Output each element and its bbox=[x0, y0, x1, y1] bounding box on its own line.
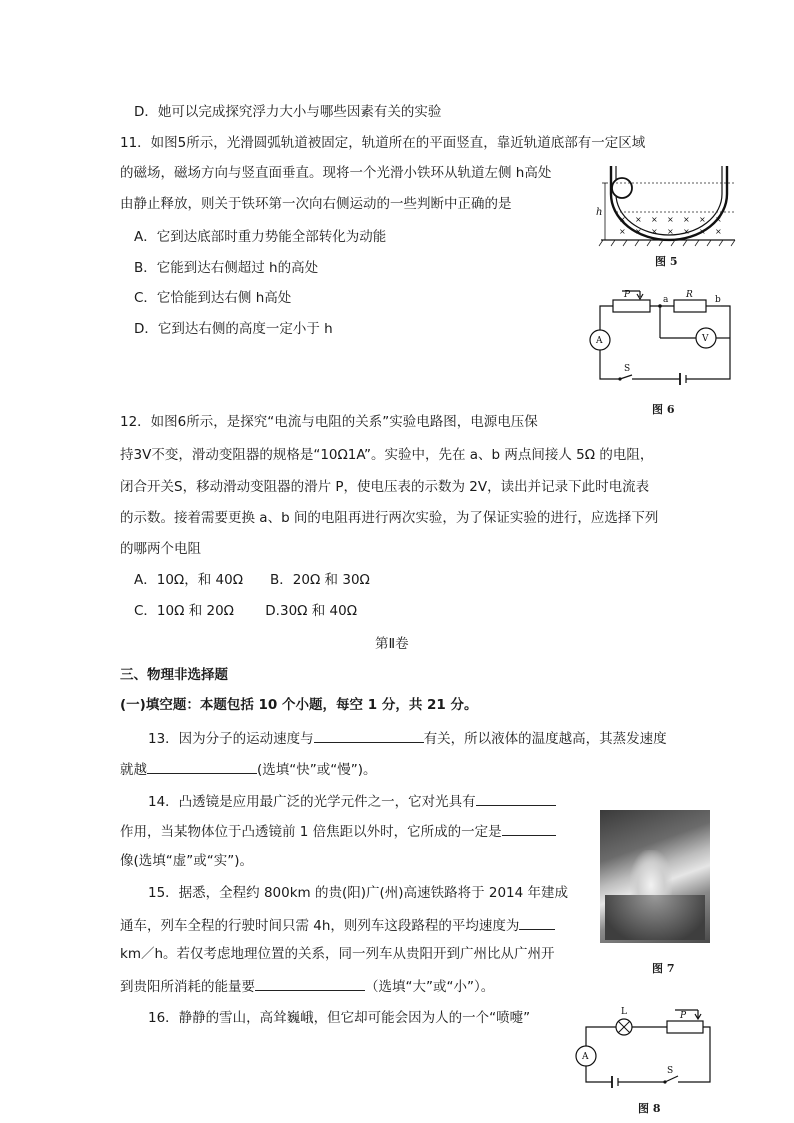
q11-stem-line2: 的磁场，磁场方向与竖直面垂直。现将一个光滑小铁环从轨道左侧 h高处 bbox=[120, 165, 552, 181]
q15-text-b: 到贵阳所消耗的能量要 bbox=[120, 979, 255, 995]
q13-text-d: (选填“快”或“慢”)。 bbox=[257, 762, 377, 778]
svg-text:×: × bbox=[715, 215, 722, 224]
q13-text-c: 就越 bbox=[120, 762, 147, 778]
fill-in-instructions: (一)填空题：本题包括 10 个小题，每空 1 分，共 21 分。 bbox=[120, 697, 478, 713]
q15-line3: km／h。若仅考虑地理位置的关系，同一列车从贵阳开到广州比从广州开 bbox=[120, 946, 555, 962]
q12-stem-line2: 持3V不变，滑动变阻器的规格是“10Ω1A”。实验中，先在 a、b 两点间接人 5Ω 的电阻， bbox=[120, 447, 654, 463]
fig6-voltmeter-label: V bbox=[702, 334, 709, 344]
figure-8-circuit-diagram bbox=[570, 1000, 720, 1092]
fig6-p-label: P bbox=[624, 290, 631, 300]
svg-text:×: × bbox=[683, 215, 690, 224]
q15-blank2[interactable] bbox=[255, 975, 365, 991]
svg-text:×: × bbox=[683, 227, 690, 236]
q12-stem-line3: 闭合开关S，移动滑动变阻器的滑片 P，使电压表的示数为 2V，读出并记录下此时电流表 bbox=[120, 479, 650, 495]
q12-options-cd: C．10Ω 和 20Ω D.30Ω 和 40Ω bbox=[134, 603, 358, 619]
fig6-switch-label: S bbox=[624, 364, 631, 374]
q16-line1: 16．静静的雪山，高耸巍峨，但它却可能会因为人的一个“喷嚏” bbox=[148, 1010, 531, 1026]
svg-text:×: × bbox=[651, 227, 658, 236]
figure-5-track-diagram bbox=[595, 160, 745, 250]
svg-text:×: × bbox=[635, 227, 642, 236]
q13-text-a: 13．因为分子的运动速度与 bbox=[148, 731, 314, 747]
q15-line2 bbox=[120, 914, 555, 936]
svg-text:×: × bbox=[651, 215, 658, 224]
q15-text-c: （选填“大”或“小”）。 bbox=[365, 979, 495, 995]
q14-text-a: 14．凸透镜是应用最广泛的光学元件之一，它对光具有 bbox=[148, 794, 476, 810]
fig8-ammeter-label: A bbox=[582, 1052, 589, 1062]
figure-6-caption: 图 6 bbox=[652, 403, 675, 416]
q15-line4 bbox=[120, 975, 494, 997]
fig8-switch-label: S bbox=[667, 1066, 674, 1076]
q13-line2 bbox=[120, 758, 377, 780]
q11-stem-line3: 由静止释放，则关于铁环第一次向右侧运动的一些判断中正确的是 bbox=[120, 196, 512, 212]
q12-stem-line1: 12．如图6所示，是探究“电流与电阻的关系”实验电路图，电源电压保 bbox=[120, 414, 538, 430]
fig6-r-label: R bbox=[686, 290, 693, 300]
q13-line1 bbox=[148, 727, 667, 749]
svg-text:×: × bbox=[699, 227, 706, 236]
figure-7-caption: 图 7 bbox=[652, 962, 675, 975]
svg-text:×: × bbox=[715, 227, 722, 236]
q12-stem-line5: 的哪两个电阻 bbox=[120, 541, 201, 557]
q14-blank2[interactable] bbox=[502, 820, 556, 836]
q10-option-d: D．她可以完成探究浮力大小与哪些因素有关的实验 bbox=[134, 104, 442, 120]
fig6-a-label: a bbox=[663, 295, 669, 305]
q15-blank1[interactable] bbox=[519, 914, 555, 930]
svg-text:×: × bbox=[635, 215, 642, 224]
svg-text:×: × bbox=[619, 215, 626, 224]
figure-8-caption: 图 8 bbox=[638, 1102, 661, 1115]
iron-ring-icon bbox=[612, 178, 632, 198]
svg-text:×: × bbox=[667, 215, 674, 224]
svg-text:×: × bbox=[699, 215, 706, 224]
q15-text-a: 通车，列车全程的行驶时间只需 4h，则列车这段路程的平均速度为 bbox=[120, 918, 520, 934]
figure-7-avalanche-photo bbox=[600, 810, 710, 943]
q11-option-a: A．它到达底部时重力势能全部转化为动能 bbox=[134, 229, 387, 245]
q11-option-d: D．它到达右侧的高度一定小于 h bbox=[134, 321, 333, 337]
q12-stem-line4: 的示数。接着需要更换 a、b 间的电阻再进行两次实验，为了保证实验的进行，应选择下列 bbox=[120, 510, 659, 526]
fig5-h-label: h bbox=[596, 207, 603, 218]
q13-blank2[interactable] bbox=[147, 758, 257, 774]
fig6-ammeter-label: A bbox=[596, 336, 603, 346]
fig6-b-label: b bbox=[715, 295, 721, 305]
fig8-p-label: P bbox=[680, 1011, 687, 1021]
q13-text-b: 有关，所以液体的温度越高，其蒸发速度 bbox=[423, 731, 667, 747]
figure-6-circuit-diagram bbox=[580, 283, 742, 388]
svg-text:×: × bbox=[619, 227, 626, 236]
q14-line1 bbox=[148, 790, 556, 812]
section-heading-physics: 三、物理非选择题 bbox=[120, 667, 228, 683]
q15-line1: 15．据悉，全程约 800km 的贵(阳)广(州)高速铁路将于 2014 年建成 bbox=[148, 885, 569, 901]
q12-options-ab: A．10Ω，和 40Ω B．20Ω 和 30Ω bbox=[134, 572, 370, 588]
figure-5-caption: 图 5 bbox=[655, 255, 678, 268]
q14-blank1[interactable] bbox=[476, 790, 556, 806]
q14-line3: 像(选填“虚”或“实”)。 bbox=[120, 853, 254, 869]
q14-line2 bbox=[120, 820, 556, 842]
q14-text-b: 作用，当某物体位于凸透镜前 1 倍焦距以外时，它所成的一定是 bbox=[120, 824, 502, 840]
q13-blank1[interactable] bbox=[314, 727, 424, 743]
svg-text:×: × bbox=[667, 227, 674, 236]
section-title-juan2: 第Ⅱ卷 bbox=[375, 636, 409, 652]
q11-option-b: B．它能到达右侧超过 h的高处 bbox=[134, 260, 319, 276]
fig8-l-label: L bbox=[621, 1007, 627, 1017]
q11-option-c: C．它恰能到达右侧 h高处 bbox=[134, 290, 292, 306]
q11-stem-line1: 11．如图5所示，光滑圆弧轨道被固定，轨道所在的平面竖直，靠近轨道底部有一定区域 bbox=[120, 135, 646, 151]
